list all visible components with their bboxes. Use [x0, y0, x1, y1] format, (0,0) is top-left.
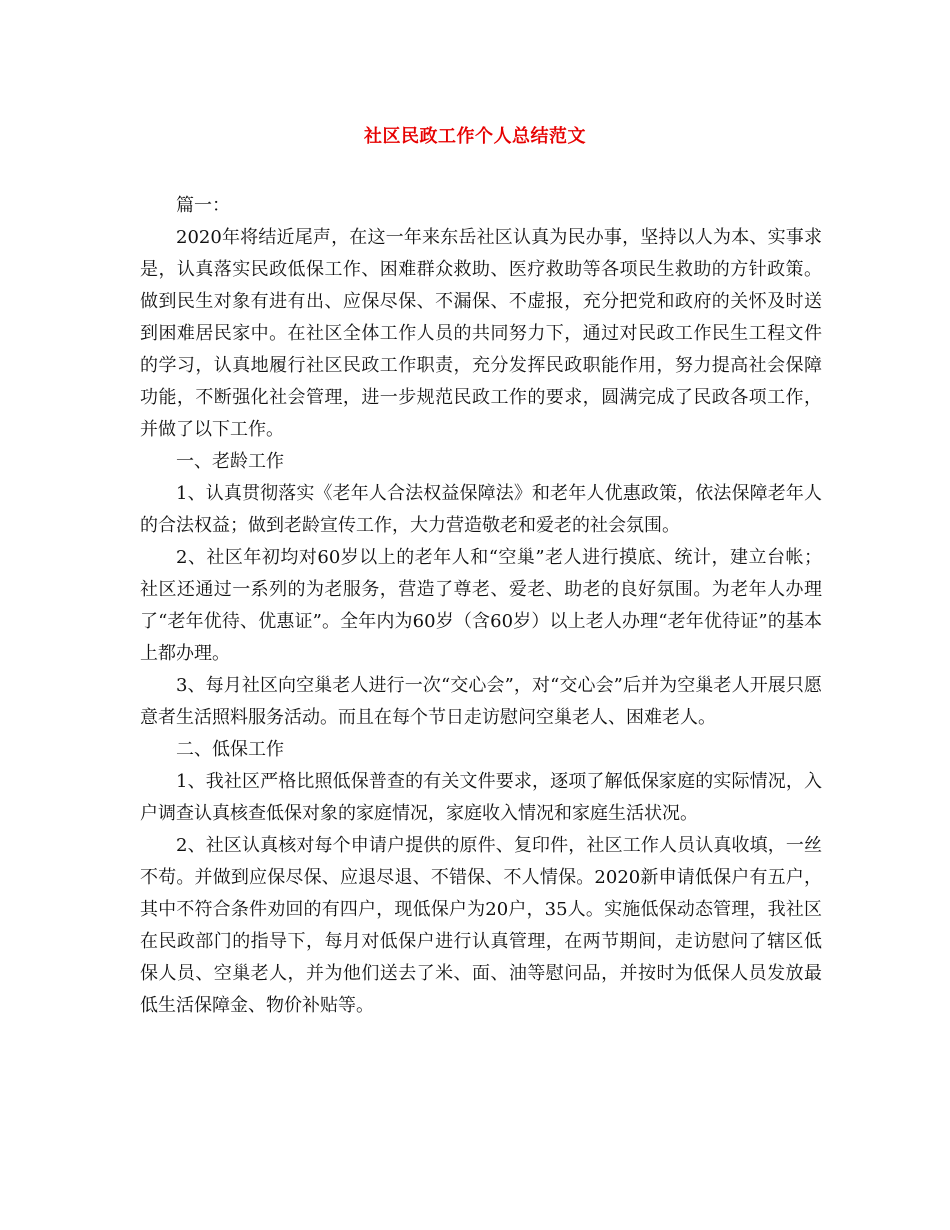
- section-heading-low-income: 二、低保工作: [176, 739, 284, 760]
- paragraph-elderly-3: 3、每月社区向空巢老人进行一次“交心会”，对“交心会”后并为空巢老人开展只愿意者生活照料服务活动。而且在每个节日走访慰问空巢老人、困难老人。: [140, 675, 822, 728]
- paragraph-elderly-1: 1、认真贯彻落实《老年人合法权益保障法》和老年人优惠政策，依法保障老年人的合法权益；做到老龄宣传工作，大力营造敬老和爱老的社会氛围。: [140, 483, 822, 536]
- section-heading-elderly: 一、老龄工作: [176, 451, 284, 472]
- paragraph-elderly-2: 2、社区年初均对60岁以上的老年人和“空巢”老人进行摸底、统计，建立台帐；社区还通过一系列的为老服务，营造了尊老、爱老、助老的良好氛围。为老年人办理了“老年优待、优惠证”。全年内为60岁（含60岁）以上老人办理“老年优待证”的基本上都办理。: [140, 547, 822, 664]
- paragraph-low-income-1: 1、我社区严格比照低保普查的有关文件要求，逐项了解低保家庭的实际情况，入户调查认真核查低保对象的家庭情况，家庭收入情况和家庭生活状况。: [140, 771, 822, 824]
- paragraph-intro: 2020年将结近尾声，在这一年来东岳社区认真为民办事，坚持以人为本、实事求是，认真落实民政低保工作、困难群众救助、医疗救助等各项民生救助的方针政策。做到民生对象有进有出、应保尽保、不漏保、不虚报，充分把党和政府的关怀及时送到困难居民家中。在社区全体工作人员的共同努力下，通过对民政工作民生工程文件的学习，认真地履行社区民政工作职责，充分发挥民政职能作用，努力提高社会保障功能，不断强化社会管理，进一步规范民政工作的要求，圆满完成了民政各项工作，并做了以下工作。: [140, 227, 822, 440]
- document-title: 社区民政工作个人总结范文: [364, 126, 586, 147]
- paragraph-part-one: 篇一：: [176, 195, 230, 216]
- paragraph-low-income-2: 2、社区认真核对每个申请户提供的原件、复印件，社区工作人员认真收填，一丝不苟。并做到应保尽保、应退尽退、不错保、不人情保。2020新申请低保户有五户，其中不符合条件劝回的有四户，现低保户为20户，35人。实施低保动态管理，我社区在民政部门的指导下，每月对低保户进行认真管理，在两节期间，走访慰问了辖区低保人员、空巢老人，并为他们送去了米、面、油等慰问品，并按时为低保人员发放最低生活保障金、物价补贴等。: [140, 835, 822, 1016]
- document-body: [140, 190, 822, 1022]
